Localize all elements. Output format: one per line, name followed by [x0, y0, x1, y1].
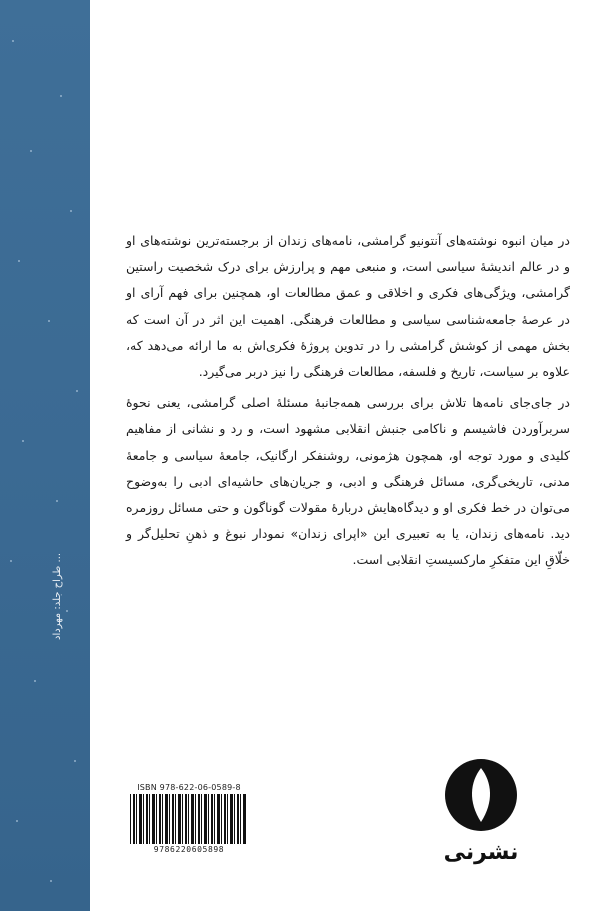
back-cover	[90, 0, 600, 911]
isbn-barcode	[130, 783, 248, 863]
blurb-paragraph-2: در جای‌جای نامه‌ها تلاش برای بررسی همه‌جانبهٔ مسئلهٔ اصلی گرامشی، یعنی نحوهٔ سربرآوردن فاشیسم و ناکامی جنبش انقلابی مشهود است، و رد و نشانی از مفاهیم کلیدی و مورد توجه او، همچون هژمونی، روشنفکر ارگانیک، جامعهٔ سیاسی و جامعهٔ مدنی، تاریخی‌گری، مسائل فرهنگی و ادبی، و جریان‌های حاشیه‌ای ادبی را به‌وضوح می‌توان در خط فکری او و دیدگاه‌هایش دربارهٔ مقولات گوناگون و حتی مسائل روزمره دید. نامه‌های زندان، یا به تعبیری این «اپرای زندان» نمودار نبوغ و ذهنِ تحلیل‌گر و خلّاقِ این متفکرِ مارکسیستِ انقلابی است.	[126, 395, 570, 568]
nashr-ney-emblem-icon	[442, 756, 520, 834]
barcode-bars	[130, 794, 246, 844]
publisher-name: نشرنی	[443, 840, 519, 865]
isbn-label: ISBN 978-622-06-0589-8	[137, 783, 241, 792]
cover-designer-credit: طراح جلد: مهرداد ...	[52, 552, 63, 640]
publisher-logo	[426, 756, 536, 866]
blurb	[126, 228, 570, 579]
book-spine	[0, 0, 90, 911]
barcode-number: 9786220605898	[153, 845, 225, 854]
blurb-paragraph-1: در میان انبوه نوشته‌های آنتونیو گرامشی، نامه‌های زندان از برجسته‌ترین نوشته‌های او و در عالم اندیشهٔ سیاسی است، و منبعی مهم و پرارزش برای درک شخصیت راستین گرامشی، ویژگی‌های فکری و اخلاقی و عمق مطالعات او، همچنین برای فهم آرای او در عرصهٔ جامعه‌شناسی سیاسی و مطالعات فرهنگی. اهمیت این اثر در آن است که بخش مهمی از کوشش گرامشی را در تدوین پروژهٔ فکری‌اش به ما ارائه می‌دهد که، علاوه بر سیاست، تاریخ و فلسفه، مطالعات فرهنگی را نیز دربر می‌گیرد.	[126, 233, 570, 380]
